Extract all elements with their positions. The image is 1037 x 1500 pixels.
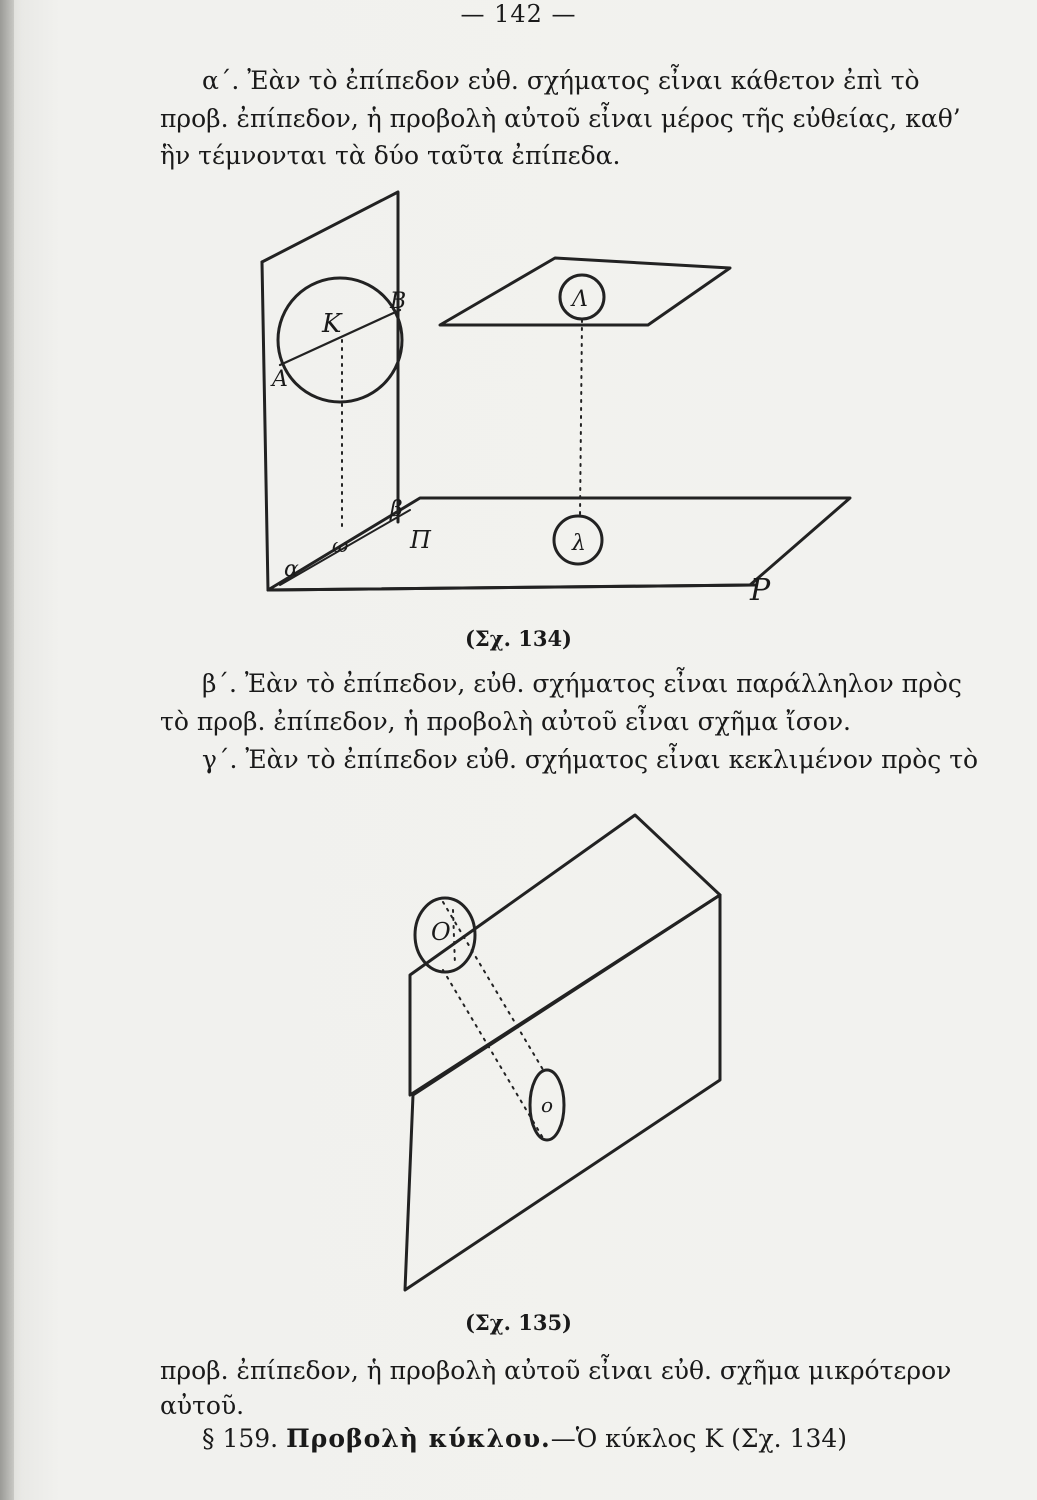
paragraph-d-line-2: αὐτοῦ. [160,1391,245,1420]
inclined-plane-outline [410,815,720,1095]
vertical-plane-left-edge [262,262,268,590]
label-alpha: α [284,557,299,582]
paragraph-b-line-2: τὸ προβ. ἐπίπεδον, ἡ προβολὴ αὐτοῦ εἶναι σχῆμα ἴσον. [160,707,851,736]
page-number: — 142 — [460,0,577,28]
paragraph-d-line-1: προβ. ἐπίπεδον, ἡ προβολὴ αὐτοῦ εἶναι εὐθ. σχῆμα μικρότερον [160,1356,952,1385]
label-beta: β [390,497,403,522]
label-big-lambda: Λ [572,287,588,312]
figure-134 [250,180,870,610]
label-a: A [272,367,288,392]
label-o-lower: o [541,1093,554,1117]
section-heading: Προβολὴ κύκλου. [286,1424,551,1453]
projection-line-lambda [580,320,582,516]
figure-135 [395,790,775,1310]
paragraph-b-line-1: β΄. Ἐὰν τὸ ἐπίπεδον, εὐθ. σχήματος εἶναι παράλληλον πρὸς [202,669,962,698]
paragraph-a-line-3: ἣν τέμνονται τὰ δύο ταῦτα ἐπίπεδα. [160,141,621,170]
label-small-lambda: λ [572,531,586,556]
figure-135-drawing [395,790,775,1310]
paragraph-a-line-1: α΄. Ἐὰν τὸ ἐπίπεδον εὐθ. σχήματος εἶναι κάθετον ἐπὶ τὸ [202,66,920,95]
figure-135-caption: (Σχ. 135) [465,1310,572,1335]
projection-line-bottom [443,970,543,1138]
figure-134-drawing [250,180,870,610]
section-number: § 159. [202,1424,279,1453]
circle-k [278,278,402,402]
page-edge [0,0,14,1500]
figure-134-caption: (Σχ. 134) [465,626,572,651]
label-p: P [750,573,771,608]
label-o-upper: O [431,918,451,946]
label-b: B [390,289,407,314]
vertical-plane-outline [262,192,398,522]
paragraph-a-line-2: προβ. ἐπίπεδον, ἡ προβολὴ αὐτοῦ εἶναι μέρος τῆς εὐθείας, καθ’ [160,104,961,133]
label-k: K [322,309,342,339]
label-omega: ω [332,533,349,557]
paragraph-c-line-1: γ΄. Ἐὰν τὸ ἐπίπεδον εὐθ. σχήματος εἶναι κεκλιμένον πρὸς τὸ [202,745,979,774]
projection-line-top [443,902,545,1073]
diameter-o [453,910,455,965]
label-pi: Π [410,526,431,554]
section-159 [202,1420,972,1457]
section-text: —Ὁ κύκλος K (Σχ. 134) [550,1424,848,1453]
projection-plane-front-edge [268,585,755,590]
